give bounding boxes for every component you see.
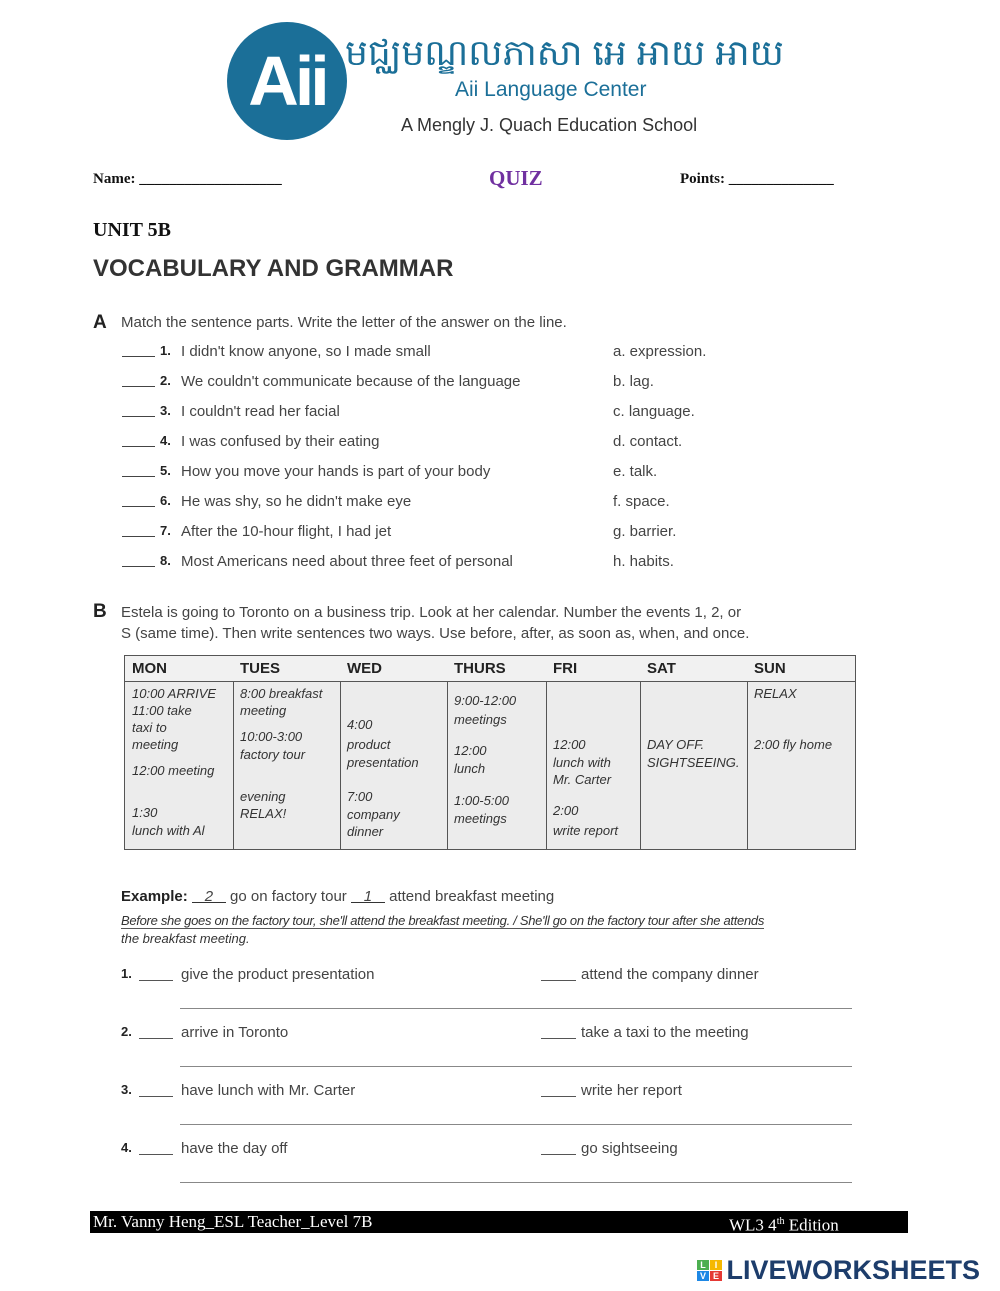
watermark-text: LIVEWORKSHEETS [726,1255,980,1285]
right-event: go sightseeing [581,1140,678,1157]
example-line [121,888,554,905]
points-field[interactable]: Points: ______________ [680,171,834,187]
calendar-entry: meetings [454,712,507,727]
day-header: TUES [233,656,340,682]
section-a-letter: A [93,312,107,333]
calendar-entry: 12:00 [454,743,487,758]
school-subtitle: A Mengly J. Quach Education School [401,115,698,135]
calendar-entry: dinner [347,824,384,839]
item-number: 7. [160,523,171,538]
name-field[interactable]: Name: ___________________ [93,171,282,187]
calendar-entry: RELAX! [240,806,287,821]
footer-bar [90,1211,908,1233]
section-b-letter: B [93,601,107,622]
sentence-answer-line[interactable] [180,1124,852,1125]
match-option: e. talk. [613,463,658,480]
right-answer-blank[interactable] [541,1140,576,1155]
right-answer-blank[interactable] [541,966,576,981]
item-number: 4. [160,433,171,448]
liveworksheets-watermark [697,1255,980,1286]
badge-e: E [710,1271,722,1281]
left-event: arrive in Toronto [181,1024,289,1041]
unit-label: UNIT 5B [93,219,171,241]
left-answer-blank[interactable] [139,1140,173,1155]
center-name: Aii Language Center [455,78,647,101]
calendar-entry: 1:30 [132,805,158,820]
example-answer-1: 2 [192,888,226,903]
calendar-entry: 1:00-5:00 [454,793,509,808]
calendar-entry: 7:00 [347,789,373,804]
item-text: How you move your hands is part of your body [181,463,491,480]
calendar-entry: 11:00 take [132,703,192,718]
quiz-title: QUIZ [489,166,543,190]
calendar-day-mon [125,656,234,849]
calendar-entry: factory tour [240,747,306,762]
left-event: give the product presentation [181,966,375,983]
item-text: We couldn't communicate because of the language [181,373,521,390]
edition-text-post: Edition [784,1215,839,1235]
item-number: 2. [160,373,171,388]
badge-l: L [697,1260,709,1270]
match-option: f. space. [613,493,670,510]
answer-blank[interactable] [122,373,155,387]
calendar-entry: 4:00 [347,717,373,732]
badge-i: I [710,1260,722,1270]
answer-blank[interactable] [122,403,155,417]
footer-edition [729,1211,839,1237]
match-option: h. habits. [613,553,674,570]
calendar-day-wed [340,656,448,849]
item-number: 8. [160,553,171,568]
calendar-entry: meetings [454,811,507,826]
footer-teacher: Mr. Vanny Heng_ESL Teacher_Level 7B [93,1212,373,1231]
calendar-entry: meeting [132,737,179,752]
answer-blank[interactable] [122,493,155,507]
match-option: c. language. [613,403,695,420]
calendar-entry: taxi to [132,720,167,735]
calendar-day-sun [747,656,855,849]
calendar-table [124,655,856,850]
answer-blank[interactable] [122,463,155,477]
calendar-entry: RELAX [754,686,797,701]
calendar-entry: write report [553,823,619,838]
calendar-entry: 2:00 fly home [754,737,833,752]
left-answer-blank[interactable] [139,1024,173,1039]
item-text: I didn't know anyone, so I made small [181,343,431,360]
answer-blank[interactable] [122,523,155,537]
item-text: I was confused by their eating [181,433,380,450]
example-event-1: go on factory tour [230,888,347,905]
section-heading: VOCABULARY AND GRAMMAR [93,255,454,282]
calendar-entry: lunch with [553,755,611,770]
right-event: take a taxi to the meeting [581,1024,749,1041]
right-answer-blank[interactable] [541,1082,576,1097]
match-option: a. expression. [613,343,707,360]
exercise-number: 1. [121,966,132,981]
example-event-2: attend breakfast meeting [389,888,555,905]
calendar-day-sat [640,656,748,849]
calendar-entry: DAY OFF. [647,737,705,752]
day-header: FRI [546,656,640,682]
edition-text: WL3 4 [729,1215,777,1235]
sentence-answer-line[interactable] [180,1182,852,1183]
day-header: WED [340,656,447,682]
calendar-day-fri [546,656,641,849]
calendar-entry: meeting [240,703,287,718]
day-header: SAT [640,656,747,682]
edition-sup: th [776,1216,785,1227]
item-number: 5. [160,463,171,478]
calendar-day-thurs [447,656,547,849]
exercise-number: 2. [121,1024,132,1039]
day-header: THURS [447,656,546,682]
left-answer-blank[interactable] [139,1082,173,1097]
section-b-instruction-1: Estela is going to Toronto on a business trip. Look at her calendar. Number the events 1, 2, or [121,604,742,621]
answer-blank[interactable] [122,343,155,357]
calendar-entry: Mr. Carter [553,772,612,787]
item-text: Most Americans need about three feet of personal [181,553,513,570]
match-option: d. contact. [613,433,683,450]
answer-blank[interactable] [122,433,155,447]
calendar-entry: company [347,807,400,822]
section-a-instruction: Match the sentence parts. Write the letter of the answer on the line. [121,314,567,331]
day-header: MON [125,656,233,682]
calendar-entry: 12:00 meeting [132,763,215,778]
example-label: Example: [121,888,188,905]
calendar-entry: 10:00-3:00 [240,729,303,744]
item-text: He was shy, so he didn't make eye [181,493,412,510]
match-option: g. barrier. [613,523,677,540]
aii-logo: Aii [227,22,347,140]
calendar-entry: lunch [454,761,486,776]
day-header: SUN [747,656,855,682]
match-option: b. lag. [613,373,654,390]
live-badge-icon [697,1260,722,1281]
item-text: I couldn't read her facial [181,403,340,420]
left-event: have lunch with Mr. Carter [181,1082,356,1099]
item-text: After the 10-hour flight, I had jet [181,523,392,540]
calendar-day-tues [233,656,341,849]
section-b-instruction-2: S (same time). Then write sentences two ways. Use before, after, as soon as, when, and once. [121,625,750,642]
example-sentence-1: Before she goes on the factory tour, she'll attend the breakfast meeting. / She'll go on the factory tour after she attends [121,913,765,928]
khmer-school-name: មជ្ឈមណ្ឌលភាសា អេ អាយ អាយ [345,32,784,73]
exercise-number: 3. [121,1082,132,1097]
calendar-entry: 10:00 ARRIVE [132,686,217,701]
answer-blank[interactable] [122,553,155,567]
calendar-entry: lunch with Al [132,823,205,838]
right-event: attend the company dinner [581,966,759,983]
calendar-entry: SIGHTSEEING. [647,755,740,770]
calendar-entry: 12:00 [553,737,586,752]
calendar-entry: product [347,737,391,752]
sentence-answer-line[interactable] [180,1066,852,1067]
right-answer-blank[interactable] [541,1024,576,1039]
item-number: 3. [160,403,171,418]
exercise-number: 4. [121,1140,132,1155]
badge-v: V [697,1271,709,1281]
calendar-entry: 2:00 [553,803,579,818]
item-number: 6. [160,493,171,508]
left-event: have the day off [181,1140,288,1157]
example-answer-2: 1 [351,888,385,903]
right-event: write her report [581,1082,682,1099]
example-sentence-2: the breakfast meeting. [121,931,250,946]
left-answer-blank[interactable] [139,966,173,981]
calendar-entry: 9:00-12:00 [454,693,517,708]
sentence-answer-line[interactable] [180,1008,852,1009]
item-number: 1. [160,343,171,358]
calendar-entry: evening [240,789,286,804]
calendar-entry: 8:00 breakfast [240,686,323,701]
calendar-entry: presentation [347,755,419,770]
